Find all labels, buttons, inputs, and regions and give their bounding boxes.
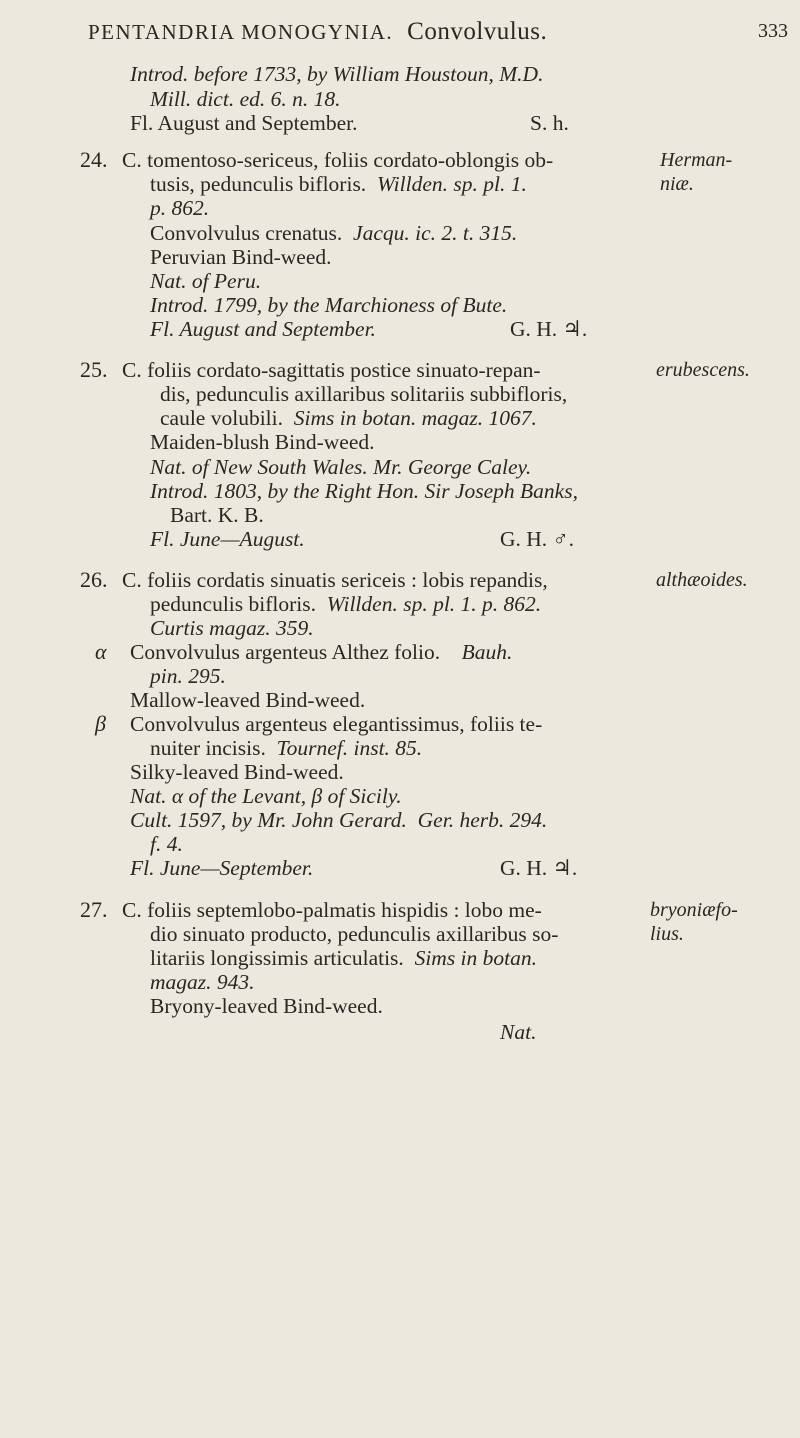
text-line: Peruvian Bind-weed.	[150, 245, 332, 269]
text-line: Fl. June—August.	[150, 527, 305, 551]
entry-number: 24.	[80, 147, 108, 172]
text-line: C. foliis cordato-sagittatis postice sinuato-repan-	[122, 358, 541, 382]
species-epithet: althæoides.	[656, 569, 748, 591]
text-line: Introd. 1803, by the Right Hon. Sir Joseph Banks,	[150, 479, 578, 503]
entry-number: 26.	[80, 567, 108, 592]
text-line: Fl. August and September.	[130, 111, 358, 135]
species-epithet: Herman-	[660, 149, 733, 171]
entry-number: 25.	[80, 357, 108, 382]
text-line: dio sinuato producto, pedunculis axillaribus so-	[150, 922, 559, 946]
text-line: Nat. of New South Wales. Mr. George Caley.	[150, 455, 532, 479]
text-line: nuiter incisis. Tournef. inst. 85.	[150, 736, 423, 760]
text-line: Fl. August and September.	[150, 317, 376, 341]
text-line: caule volubili. Sims in botan. magaz. 1067.	[160, 406, 537, 430]
text-line: Bart. K. B.	[170, 503, 264, 527]
genus-title: Convolvulus.	[407, 18, 548, 45]
habit-tag: G. H. ♃.	[500, 856, 578, 880]
text-line: C. foliis cordatis sinuatis sericeis : lobis repandis,	[122, 568, 548, 592]
text-line: Mallow-leaved Bind-weed.	[130, 688, 366, 712]
text-line: p. 862.	[150, 196, 210, 220]
running-title: PENTANDRIA MONOGYNIA. Convolvulus.	[88, 18, 548, 45]
habit-tag: G. H. ♂.	[500, 527, 575, 551]
text-line: Convolvulus argenteus Althez folio. Bauh.	[130, 640, 513, 664]
text-line: tusis, pedunculis bifloris. Willden. sp. pl. 1.	[150, 172, 527, 196]
species-epithet: niæ.	[660, 173, 694, 195]
text-line: litariis longissimis articulatis. Sims in botan.	[150, 946, 538, 970]
text-line: Nat. of Peru.	[150, 269, 262, 293]
variety-mark: α	[95, 639, 107, 664]
text-line: Silky-leaved Bind-weed.	[130, 760, 344, 784]
text-line: f. 4.	[150, 832, 183, 856]
text-line: Introd. 1799, by the Marchioness of Bute.	[150, 293, 508, 317]
text-line: Fl. June—September.	[130, 856, 314, 880]
text-line: Introd. before 1733, by William Houstoun, M.D.	[130, 62, 544, 86]
text-line: magaz. 943.	[150, 970, 255, 994]
running-header	[88, 18, 788, 48]
species-epithet: erubescens.	[656, 359, 750, 381]
variety-mark: β	[95, 711, 106, 736]
text-line: C. foliis septemlobo-palmatis hispidis : lobo me-	[122, 898, 542, 922]
habit-tag: S. h.	[530, 111, 569, 135]
species-epithet: lius.	[650, 923, 684, 945]
text-line: Convolvulus crenatus. Jacqu. ic. 2. t. 315.	[150, 221, 518, 245]
text-line: Curtis magaz. 359.	[150, 616, 314, 640]
text-line: dis, pedunculis axillaribus solitariis subbifloris,	[160, 382, 568, 406]
text-line: C. tomentoso-sericeus, foliis cordato-oblongis ob-	[122, 148, 554, 172]
text-line: pedunculis bifloris. Willden. sp. pl. 1. p. 862.	[150, 592, 542, 616]
text-line: Mill. dict. ed. 6. n. 18.	[150, 87, 341, 111]
habit-tag: G. H. ♃.	[510, 317, 588, 341]
text-line: Maiden-blush Bind-weed.	[150, 430, 375, 454]
entry-number: 27.	[80, 897, 108, 922]
page-number: 333	[758, 20, 788, 42]
catchword: Nat.	[500, 1020, 537, 1044]
species-epithet: bryoniæfo-	[650, 899, 738, 921]
text-line: Cult. 1597, by Mr. John Gerard. Ger. herb. 294.	[130, 808, 548, 832]
text-line: Nat. α of the Levant, β of Sicily.	[130, 784, 402, 808]
text-line: pin. 295.	[150, 664, 226, 688]
text-line: Bryony-leaved Bind-weed.	[150, 994, 383, 1018]
text-line: Convolvulus argenteus elegantissimus, foliis te-	[130, 712, 543, 736]
